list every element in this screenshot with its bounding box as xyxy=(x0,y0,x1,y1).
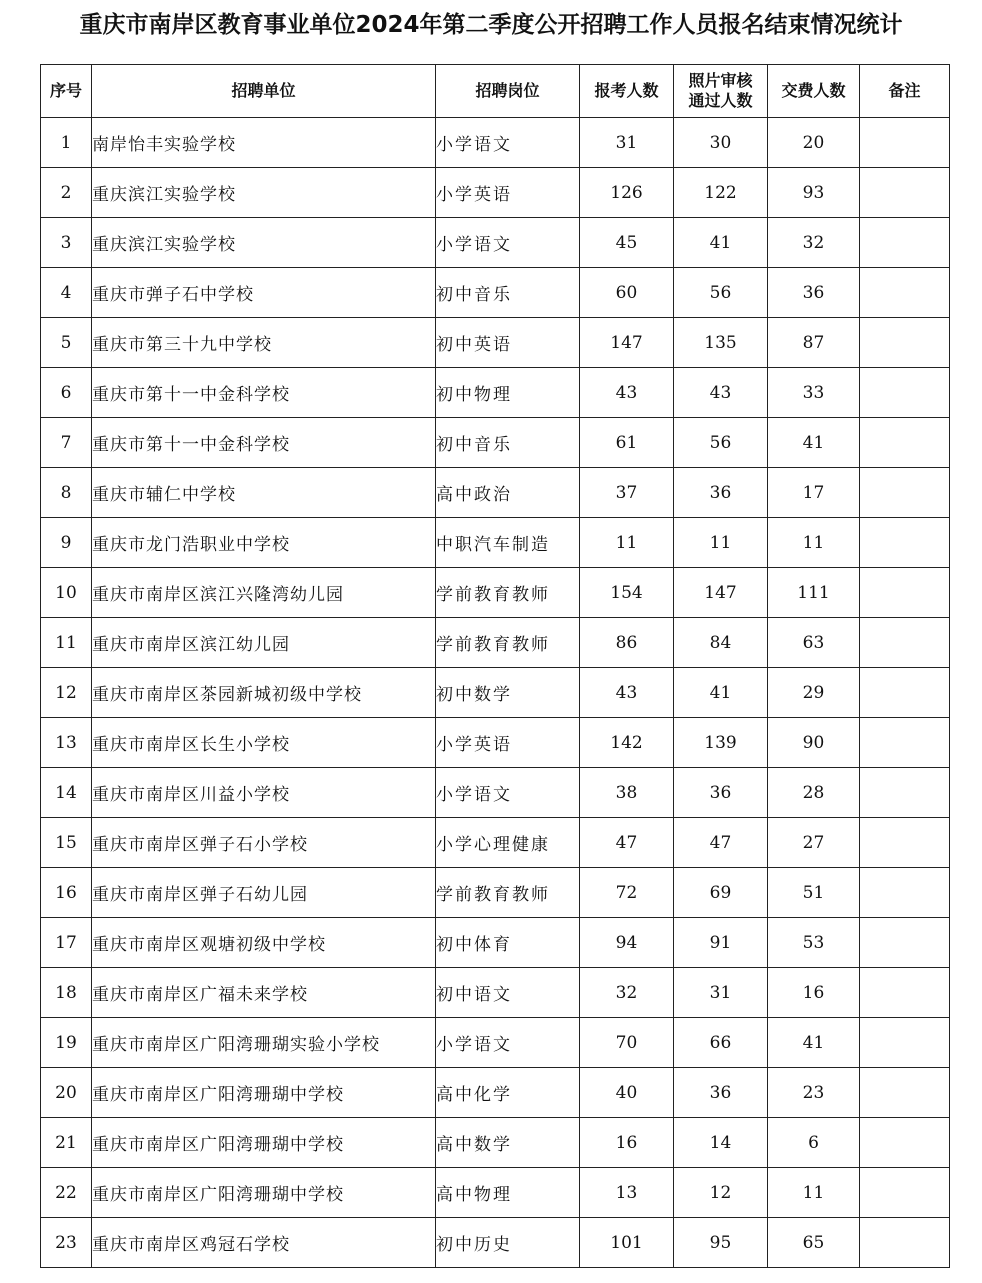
cell-no: 7 xyxy=(41,418,92,468)
cell-photo-approved: 66 xyxy=(674,1018,768,1068)
cell-unit: 重庆市第三十九中学校 xyxy=(92,318,436,368)
table-row xyxy=(41,1168,950,1218)
table-row xyxy=(41,868,950,918)
cell-post: 初中数学 xyxy=(436,668,580,718)
cell-unit: 重庆滨江实验学校 xyxy=(92,218,436,268)
cell-paid: 11 xyxy=(768,1168,860,1218)
cell-post: 小学语文 xyxy=(436,1018,580,1068)
cell-unit: 重庆市弹子石中学校 xyxy=(92,268,436,318)
cell-note xyxy=(860,1068,950,1118)
cell-applicants: 45 xyxy=(580,218,674,268)
cell-applicants: 47 xyxy=(580,818,674,868)
cell-paid: 16 xyxy=(768,968,860,1018)
cell-photo-approved: 43 xyxy=(674,368,768,418)
cell-post: 小学语文 xyxy=(436,218,580,268)
cell-post: 初中体育 xyxy=(436,918,580,968)
cell-no: 11 xyxy=(41,618,92,668)
cell-applicants: 61 xyxy=(580,418,674,468)
cell-note xyxy=(860,118,950,168)
page-title: 重庆市南岸区教育事业单位2024年第二季度公开招聘工作人员报名结束情况统计 xyxy=(79,12,903,38)
cell-note xyxy=(860,918,950,968)
cell-unit: 重庆市辅仁中学校 xyxy=(92,468,436,518)
table-row xyxy=(41,218,950,268)
table-header-row xyxy=(41,65,950,118)
table-row xyxy=(41,618,950,668)
cell-paid: 93 xyxy=(768,168,860,218)
cell-no: 20 xyxy=(41,1068,92,1118)
cell-no: 5 xyxy=(41,318,92,368)
cell-post: 高中物理 xyxy=(436,1168,580,1218)
cell-photo-approved: 14 xyxy=(674,1118,768,1168)
cell-post: 学前教育教师 xyxy=(436,868,580,918)
cell-paid: 32 xyxy=(768,218,860,268)
cell-post: 初中英语 xyxy=(436,318,580,368)
cell-post: 初中历史 xyxy=(436,1218,580,1268)
cell-paid: 87 xyxy=(768,318,860,368)
cell-no: 9 xyxy=(41,518,92,568)
cell-photo-approved: 31 xyxy=(674,968,768,1018)
cell-photo-approved: 91 xyxy=(674,918,768,968)
table-row xyxy=(41,418,950,468)
cell-paid: 36 xyxy=(768,268,860,318)
cell-post: 学前教育教师 xyxy=(436,618,580,668)
cell-photo-approved: 139 xyxy=(674,718,768,768)
cell-photo-approved: 12 xyxy=(674,1168,768,1218)
cell-photo-approved: 47 xyxy=(674,818,768,868)
cell-note xyxy=(860,768,950,818)
cell-note xyxy=(860,1118,950,1168)
table-row xyxy=(41,568,950,618)
cell-no: 19 xyxy=(41,1018,92,1068)
cell-note xyxy=(860,218,950,268)
cell-applicants: 40 xyxy=(580,1068,674,1118)
cell-paid: 53 xyxy=(768,918,860,968)
header-unit: 招聘单位 xyxy=(92,65,436,118)
cell-post: 初中物理 xyxy=(436,368,580,418)
cell-applicants: 142 xyxy=(580,718,674,768)
table-row xyxy=(41,1018,950,1068)
cell-applicants: 154 xyxy=(580,568,674,618)
cell-applicants: 16 xyxy=(580,1118,674,1168)
cell-paid: 17 xyxy=(768,468,860,518)
cell-paid: 51 xyxy=(768,868,860,918)
header-paid: 交费人数 xyxy=(768,65,860,118)
cell-photo-approved: 41 xyxy=(674,668,768,718)
cell-paid: 6 xyxy=(768,1118,860,1168)
cell-unit: 重庆市南岸区弹子石幼儿园 xyxy=(92,868,436,918)
cell-applicants: 94 xyxy=(580,918,674,968)
cell-photo-approved: 36 xyxy=(674,468,768,518)
cell-applicants: 70 xyxy=(580,1018,674,1068)
cell-paid: 90 xyxy=(768,718,860,768)
table-row xyxy=(41,118,950,168)
header-note: 备注 xyxy=(860,65,950,118)
cell-paid: 11 xyxy=(768,518,860,568)
cell-paid: 65 xyxy=(768,1218,860,1268)
cell-no: 16 xyxy=(41,868,92,918)
cell-note xyxy=(860,818,950,868)
cell-note xyxy=(860,468,950,518)
header-no: 序号 xyxy=(41,65,92,118)
cell-unit: 重庆市南岸区广阳湾珊瑚中学校 xyxy=(92,1068,436,1118)
header-photo-approved xyxy=(674,65,768,118)
cell-note xyxy=(860,718,950,768)
cell-note xyxy=(860,1218,950,1268)
cell-photo-approved: 41 xyxy=(674,218,768,268)
cell-unit: 重庆市南岸区长生小学校 xyxy=(92,718,436,768)
cell-photo-approved: 36 xyxy=(674,1068,768,1118)
cell-photo-approved: 36 xyxy=(674,768,768,818)
cell-post: 小学英语 xyxy=(436,168,580,218)
table-row xyxy=(41,668,950,718)
cell-post: 初中音乐 xyxy=(436,268,580,318)
cell-no: 22 xyxy=(41,1168,92,1218)
cell-photo-approved: 30 xyxy=(674,118,768,168)
cell-applicants: 147 xyxy=(580,318,674,368)
cell-unit: 重庆市南岸区川益小学校 xyxy=(92,768,436,818)
cell-applicants: 86 xyxy=(580,618,674,668)
cell-no: 4 xyxy=(41,268,92,318)
cell-paid: 27 xyxy=(768,818,860,868)
cell-paid: 63 xyxy=(768,618,860,668)
cell-post: 高中数学 xyxy=(436,1118,580,1168)
cell-applicants: 126 xyxy=(580,168,674,218)
cell-applicants: 43 xyxy=(580,668,674,718)
cell-post: 学前教育教师 xyxy=(436,568,580,618)
cell-post: 小学语文 xyxy=(436,118,580,168)
cell-post: 高中化学 xyxy=(436,1068,580,1118)
cell-applicants: 72 xyxy=(580,868,674,918)
cell-paid: 20 xyxy=(768,118,860,168)
cell-unit: 重庆市南岸区广阳湾珊瑚中学校 xyxy=(92,1168,436,1218)
cell-applicants: 43 xyxy=(580,368,674,418)
table-row xyxy=(41,1118,950,1168)
cell-no: 10 xyxy=(41,568,92,618)
table-body xyxy=(41,118,950,1268)
table-row xyxy=(41,1218,950,1268)
cell-post: 小学心理健康 xyxy=(436,818,580,868)
cell-photo-approved: 11 xyxy=(674,518,768,568)
table-row xyxy=(41,268,950,318)
cell-unit: 重庆市龙门浩职业中学校 xyxy=(92,518,436,568)
cell-post: 高中政治 xyxy=(436,468,580,518)
cell-applicants: 101 xyxy=(580,1218,674,1268)
header-post: 招聘岗位 xyxy=(436,65,580,118)
cell-unit: 重庆市第十一中金科学校 xyxy=(92,418,436,468)
cell-unit: 重庆市南岸区广阳湾珊瑚实验小学校 xyxy=(92,1018,436,1068)
cell-unit: 重庆市南岸区滨江幼儿园 xyxy=(92,618,436,668)
cell-photo-approved: 69 xyxy=(674,868,768,918)
cell-note xyxy=(860,268,950,318)
table-row xyxy=(41,968,950,1018)
cell-photo-approved: 56 xyxy=(674,268,768,318)
table-row xyxy=(41,918,950,968)
cell-post: 中职汽车制造 xyxy=(436,518,580,568)
table-row xyxy=(41,768,950,818)
cell-note xyxy=(860,1018,950,1068)
table-row xyxy=(41,518,950,568)
cell-unit: 重庆市南岸区滨江兴隆湾幼儿园 xyxy=(92,568,436,618)
cell-photo-approved: 135 xyxy=(674,318,768,368)
cell-unit: 重庆市南岸区弹子石小学校 xyxy=(92,818,436,868)
table-row xyxy=(41,168,950,218)
cell-paid: 29 xyxy=(768,668,860,718)
cell-paid: 28 xyxy=(768,768,860,818)
cell-applicants: 32 xyxy=(580,968,674,1018)
cell-no: 21 xyxy=(41,1118,92,1168)
cell-no: 12 xyxy=(41,668,92,718)
cell-photo-approved: 122 xyxy=(674,168,768,218)
cell-note xyxy=(860,368,950,418)
cell-post: 初中音乐 xyxy=(436,418,580,468)
cell-post: 小学语文 xyxy=(436,768,580,818)
cell-paid: 23 xyxy=(768,1068,860,1118)
cell-applicants: 38 xyxy=(580,768,674,818)
cell-no: 14 xyxy=(41,768,92,818)
cell-applicants: 60 xyxy=(580,268,674,318)
table-row xyxy=(41,1068,950,1118)
cell-note xyxy=(860,318,950,368)
table-row xyxy=(41,318,950,368)
cell-applicants: 11 xyxy=(580,518,674,568)
cell-applicants: 31 xyxy=(580,118,674,168)
cell-no: 3 xyxy=(41,218,92,268)
table-row xyxy=(41,468,950,518)
cell-photo-approved: 56 xyxy=(674,418,768,468)
cell-unit: 重庆市南岸区观塘初级中学校 xyxy=(92,918,436,968)
table-row xyxy=(41,718,950,768)
cell-unit: 南岸怡丰实验学校 xyxy=(92,118,436,168)
cell-unit: 重庆市第十一中金科学校 xyxy=(92,368,436,418)
cell-note xyxy=(860,968,950,1018)
cell-note xyxy=(860,618,950,668)
cell-unit: 重庆市南岸区广阳湾珊瑚中学校 xyxy=(92,1118,436,1168)
cell-post: 小学英语 xyxy=(436,718,580,768)
recruitment-stats-table xyxy=(40,64,950,1268)
cell-photo-approved: 84 xyxy=(674,618,768,668)
header-photo-approved-line1: 照片审核 xyxy=(688,71,753,90)
table-row xyxy=(41,368,950,418)
cell-no: 8 xyxy=(41,468,92,518)
cell-no: 15 xyxy=(41,818,92,868)
cell-note xyxy=(860,668,950,718)
cell-note xyxy=(860,868,950,918)
cell-no: 18 xyxy=(41,968,92,1018)
cell-photo-approved: 95 xyxy=(674,1218,768,1268)
table-row xyxy=(41,818,950,868)
header-applicants: 报考人数 xyxy=(580,65,674,118)
cell-no: 23 xyxy=(41,1218,92,1268)
cell-post: 初中语文 xyxy=(436,968,580,1018)
cell-note xyxy=(860,568,950,618)
cell-note xyxy=(860,418,950,468)
cell-paid: 41 xyxy=(768,1018,860,1068)
cell-unit: 重庆市南岸区鸡冠石学校 xyxy=(92,1218,436,1268)
cell-unit: 重庆市南岸区茶园新城初级中学校 xyxy=(92,668,436,718)
cell-note xyxy=(860,518,950,568)
cell-paid: 33 xyxy=(768,368,860,418)
cell-applicants: 13 xyxy=(580,1168,674,1218)
cell-no: 6 xyxy=(41,368,92,418)
cell-no: 1 xyxy=(41,118,92,168)
cell-paid: 41 xyxy=(768,418,860,468)
cell-no: 13 xyxy=(41,718,92,768)
cell-photo-approved: 147 xyxy=(674,568,768,618)
cell-applicants: 37 xyxy=(580,468,674,518)
cell-no: 17 xyxy=(41,918,92,968)
cell-note xyxy=(860,1168,950,1218)
cell-unit: 重庆滨江实验学校 xyxy=(92,168,436,218)
cell-no: 2 xyxy=(41,168,92,218)
cell-note xyxy=(860,168,950,218)
cell-paid: 111 xyxy=(768,568,860,618)
cell-unit: 重庆市南岸区广福未来学校 xyxy=(92,968,436,1018)
header-photo-approved-line2: 通过人数 xyxy=(688,91,753,110)
